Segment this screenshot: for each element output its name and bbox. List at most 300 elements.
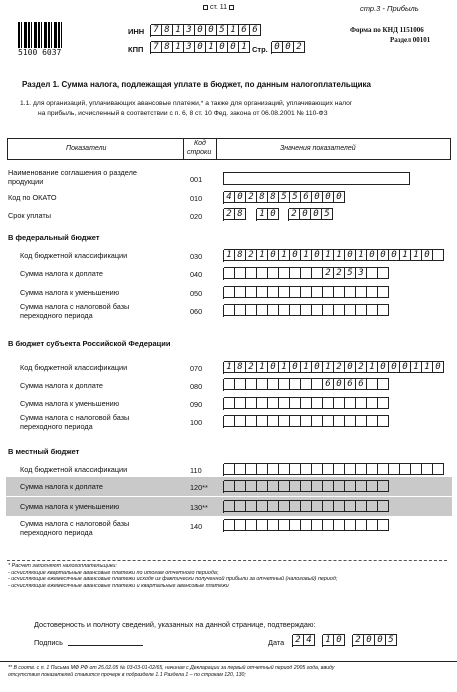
due-month-field[interactable]: [256, 209, 279, 221]
char-cell[interactable]: [312, 480, 323, 492]
char-cell[interactable]: 0: [367, 249, 378, 261]
char-cell[interactable]: 1: [411, 361, 422, 373]
char-cell[interactable]: [389, 463, 400, 475]
char-cell[interactable]: 1: [206, 41, 217, 53]
char-cell[interactable]: 2: [294, 41, 305, 53]
char-cell[interactable]: [246, 500, 257, 512]
char-cell[interactable]: [235, 378, 246, 390]
notes: [8, 563, 337, 589]
char-cell[interactable]: 3: [184, 24, 195, 36]
char-cell[interactable]: 5: [217, 24, 228, 36]
agreement-field[interactable]: [223, 172, 410, 185]
char-cell[interactable]: [356, 397, 367, 409]
agreement-code: 001: [190, 175, 203, 184]
char-cell[interactable]: [345, 500, 356, 512]
char-cell[interactable]: 1: [323, 361, 334, 373]
loc-trans-label: Сумма налога с налоговой базы переходного периода: [20, 519, 130, 537]
footnote: [8, 665, 334, 679]
char-cell[interactable]: 0: [268, 208, 279, 220]
char-cell[interactable]: 2: [334, 267, 345, 279]
char-cell[interactable]: [378, 304, 389, 316]
char-cell[interactable]: 6: [250, 24, 261, 36]
char-cell[interactable]: 6: [301, 191, 312, 203]
char-cell[interactable]: [279, 500, 290, 512]
char-cell[interactable]: [356, 286, 367, 298]
barcode: [18, 22, 64, 48]
char-cell[interactable]: 7: [151, 24, 162, 36]
char-cell[interactable]: 8: [235, 361, 246, 373]
char-cell[interactable]: 1: [228, 24, 239, 36]
char-cell[interactable]: 2: [246, 361, 257, 373]
char-cell[interactable]: [323, 519, 334, 531]
char-cell[interactable]: 2: [293, 634, 304, 646]
char-cell[interactable]: [235, 519, 246, 531]
char-cell[interactable]: [400, 463, 411, 475]
char-cell[interactable]: 6: [345, 378, 356, 390]
char-cell[interactable]: [279, 480, 290, 492]
char-cell[interactable]: [378, 286, 389, 298]
char-cell[interactable]: 0: [312, 361, 323, 373]
fed-pay-field[interactable]: [223, 268, 389, 280]
char-cell[interactable]: 4: [304, 634, 315, 646]
char-cell[interactable]: [433, 463, 444, 475]
due-day-field[interactable]: [223, 209, 246, 221]
char-cell[interactable]: 0: [217, 41, 228, 53]
char-cell[interactable]: [235, 480, 246, 492]
char-cell[interactable]: 0: [312, 249, 323, 261]
char-cell[interactable]: [301, 378, 312, 390]
loc-dec-field[interactable]: [223, 501, 389, 513]
char-cell[interactable]: [312, 267, 323, 279]
char-cell[interactable]: 6: [239, 24, 250, 36]
char-cell[interactable]: 2: [356, 361, 367, 373]
char-cell[interactable]: [235, 286, 246, 298]
char-cell[interactable]: 0: [433, 361, 444, 373]
char-cell[interactable]: 0: [300, 208, 311, 220]
char-cell[interactable]: [356, 304, 367, 316]
char-cell[interactable]: [279, 304, 290, 316]
char-cell[interactable]: [378, 463, 389, 475]
char-cell[interactable]: [345, 415, 356, 427]
char-cell[interactable]: 1: [422, 361, 433, 373]
char-cell[interactable]: [367, 463, 378, 475]
loc-pay-label: Сумма налога к доплате: [20, 482, 103, 491]
char-cell[interactable]: 2: [353, 634, 364, 646]
char-cell[interactable]: [257, 415, 268, 427]
char-cell[interactable]: 1: [301, 249, 312, 261]
char-cell[interactable]: [323, 480, 334, 492]
char-cell[interactable]: 0: [334, 191, 345, 203]
char-cell[interactable]: [367, 480, 378, 492]
char-cell[interactable]: 0: [311, 208, 322, 220]
char-cell[interactable]: [246, 286, 257, 298]
char-cell[interactable]: [378, 397, 389, 409]
char-cell[interactable]: [301, 480, 312, 492]
date-year-field[interactable]: [352, 635, 397, 647]
char-cell[interactable]: [290, 480, 301, 492]
char-cell[interactable]: 1: [257, 208, 268, 220]
char-cell[interactable]: 0: [378, 361, 389, 373]
header-code-2: строки: [187, 149, 212, 156]
char-cell[interactable]: [235, 500, 246, 512]
reg-trans-label: Сумма налога с налоговой базы переходного периода: [20, 413, 130, 431]
reg-pay-field[interactable]: [223, 379, 389, 391]
char-cell[interactable]: 6: [356, 378, 367, 390]
char-cell[interactable]: [323, 415, 334, 427]
char-cell[interactable]: [224, 480, 235, 492]
char-cell[interactable]: [367, 304, 378, 316]
char-cell[interactable]: [268, 267, 279, 279]
char-cell[interactable]: 6: [323, 378, 334, 390]
char-cell[interactable]: 7: [151, 41, 162, 53]
char-cell[interactable]: 1: [334, 249, 345, 261]
char-cell[interactable]: [246, 463, 257, 475]
char-cell[interactable]: [268, 378, 279, 390]
table-header: [7, 138, 451, 160]
char-cell[interactable]: 1: [400, 249, 411, 261]
kpp-field[interactable]: [150, 42, 250, 54]
char-cell[interactable]: [345, 480, 356, 492]
char-cell[interactable]: [367, 415, 378, 427]
char-cell[interactable]: [323, 463, 334, 475]
char-cell[interactable]: [312, 463, 323, 475]
char-cell[interactable]: [224, 304, 235, 316]
char-cell[interactable]: [224, 286, 235, 298]
char-cell[interactable]: 2: [224, 208, 235, 220]
date-day-field[interactable]: [292, 635, 315, 647]
char-cell[interactable]: [290, 378, 301, 390]
sign-label: Подпись: [34, 638, 63, 647]
reg-dec-label: Сумма налога к уменьшению: [20, 399, 120, 408]
char-cell[interactable]: [334, 519, 345, 531]
char-cell[interactable]: 0: [334, 378, 345, 390]
char-cell[interactable]: [290, 500, 301, 512]
char-cell[interactable]: [334, 286, 345, 298]
char-cell[interactable]: [257, 500, 268, 512]
char-cell[interactable]: 2: [246, 249, 257, 261]
char-cell[interactable]: [268, 519, 279, 531]
char-cell[interactable]: [312, 500, 323, 512]
char-cell[interactable]: [257, 267, 268, 279]
char-cell[interactable]: [279, 378, 290, 390]
char-cell[interactable]: [279, 519, 290, 531]
char-cell[interactable]: 5: [345, 267, 356, 279]
char-cell[interactable]: 0: [323, 191, 334, 203]
char-cell[interactable]: [367, 267, 378, 279]
char-cell[interactable]: [345, 463, 356, 475]
char-cell[interactable]: [257, 463, 268, 475]
char-cell[interactable]: [411, 463, 422, 475]
char-cell[interactable]: 8: [257, 191, 268, 203]
char-cell[interactable]: [246, 415, 257, 427]
fed-kbk-field[interactable]: [223, 250, 444, 262]
char-cell[interactable]: 8: [162, 24, 173, 36]
char-cell[interactable]: [268, 415, 279, 427]
char-cell[interactable]: 0: [400, 361, 411, 373]
char-cell[interactable]: 0: [268, 361, 279, 373]
loc-trans-field[interactable]: [223, 520, 389, 532]
char-cell[interactable]: 0: [290, 361, 301, 373]
char-cell[interactable]: [290, 267, 301, 279]
char-cell[interactable]: [279, 463, 290, 475]
char-cell[interactable]: [279, 415, 290, 427]
char-cell[interactable]: 1: [279, 249, 290, 261]
char-cell[interactable]: [334, 463, 345, 475]
char-cell[interactable]: 0: [312, 191, 323, 203]
char-cell[interactable]: [345, 304, 356, 316]
char-cell[interactable]: 3: [184, 41, 195, 53]
char-cell[interactable]: [301, 286, 312, 298]
char-cell[interactable]: [312, 304, 323, 316]
char-cell[interactable]: 0: [235, 191, 246, 203]
char-cell[interactable]: 1: [173, 24, 184, 36]
char-cell[interactable]: 0: [290, 249, 301, 261]
char-cell[interactable]: [224, 519, 235, 531]
char-cell[interactable]: 3: [356, 267, 367, 279]
char-cell[interactable]: [312, 286, 323, 298]
char-cell[interactable]: [356, 519, 367, 531]
char-cell[interactable]: [235, 397, 246, 409]
char-cell[interactable]: 1: [257, 249, 268, 261]
date-month-field[interactable]: [322, 635, 345, 647]
char-cell[interactable]: [290, 519, 301, 531]
char-cell[interactable]: 0: [228, 41, 239, 53]
char-cell[interactable]: [257, 480, 268, 492]
char-cell[interactable]: [235, 304, 246, 316]
note-0: * Расчет заполняют налогоплательщики:: [8, 563, 117, 569]
loc-dec-label: Сумма налога к уменьшению: [20, 502, 120, 511]
char-cell[interactable]: [290, 397, 301, 409]
reg-kbk-code: 070: [190, 364, 203, 373]
fed-title: В федеральный бюджет: [8, 233, 100, 242]
char-cell[interactable]: [378, 500, 389, 512]
char-cell[interactable]: [246, 397, 257, 409]
char-cell[interactable]: [290, 304, 301, 316]
char-cell[interactable]: 5: [290, 191, 301, 203]
fed-pay-code: 040: [190, 270, 203, 279]
char-cell[interactable]: 0: [268, 249, 279, 261]
char-cell[interactable]: 5: [386, 634, 397, 646]
char-cell[interactable]: [246, 480, 257, 492]
char-cell[interactable]: [334, 500, 345, 512]
char-cell[interactable]: 0: [375, 634, 386, 646]
okato-field[interactable]: [223, 192, 345, 204]
char-cell[interactable]: 0: [345, 249, 356, 261]
due-year-field[interactable]: [288, 209, 333, 221]
char-cell[interactable]: 0: [364, 634, 375, 646]
char-cell[interactable]: [378, 519, 389, 531]
char-cell[interactable]: 0: [272, 41, 283, 53]
char-cell[interactable]: [312, 519, 323, 531]
char-cell[interactable]: [312, 378, 323, 390]
char-cell[interactable]: [323, 286, 334, 298]
char-cell[interactable]: [378, 415, 389, 427]
char-cell[interactable]: [378, 378, 389, 390]
char-cell[interactable]: [290, 286, 301, 298]
date-label: Дата: [268, 638, 285, 647]
loc-kbk-code: 110: [190, 466, 202, 475]
char-cell[interactable]: [257, 304, 268, 316]
char-cell[interactable]: [246, 519, 257, 531]
due-label: Срок уплаты: [8, 211, 51, 220]
char-cell[interactable]: [367, 378, 378, 390]
page-number-field[interactable]: [271, 42, 305, 54]
inn-field[interactable]: [150, 25, 261, 37]
char-cell[interactable]: [235, 267, 246, 279]
char-cell[interactable]: [224, 500, 235, 512]
char-cell[interactable]: [356, 463, 367, 475]
char-cell[interactable]: 8: [162, 41, 173, 53]
char-cell[interactable]: [268, 286, 279, 298]
char-cell[interactable]: 2: [246, 191, 257, 203]
char-cell[interactable]: [323, 500, 334, 512]
char-cell[interactable]: [345, 286, 356, 298]
char-cell[interactable]: 0: [378, 249, 389, 261]
fed-kbk-code: 030: [190, 252, 203, 261]
char-cell[interactable]: [345, 519, 356, 531]
reg-dec-field[interactable]: [223, 398, 389, 410]
char-cell[interactable]: 0: [345, 361, 356, 373]
notes-divider: [7, 560, 447, 561]
char-cell[interactable]: [301, 267, 312, 279]
char-cell[interactable]: [301, 397, 312, 409]
char-cell[interactable]: 0: [206, 24, 217, 36]
reg-kbk-label: Код бюджетной классификации: [20, 363, 128, 372]
loc-kbk-label: Код бюджетной классификации: [20, 465, 128, 474]
reg-title: В бюджет субъекта Российской Федерации: [8, 339, 171, 348]
char-cell[interactable]: [235, 463, 246, 475]
char-cell[interactable]: 1: [323, 634, 334, 646]
char-cell[interactable]: 5: [322, 208, 333, 220]
char-cell[interactable]: [246, 378, 257, 390]
char-cell[interactable]: 1: [356, 249, 367, 261]
char-cell[interactable]: [356, 480, 367, 492]
char-cell[interactable]: [367, 500, 378, 512]
char-cell[interactable]: 1: [224, 249, 235, 261]
char-cell[interactable]: [356, 415, 367, 427]
char-cell[interactable]: [268, 500, 279, 512]
okato-label: Код по ОКАТО: [8, 193, 57, 202]
char-cell[interactable]: 5: [279, 191, 290, 203]
char-cell[interactable]: [279, 397, 290, 409]
char-cell[interactable]: 0: [283, 41, 294, 53]
char-cell[interactable]: [301, 463, 312, 475]
char-cell[interactable]: [301, 500, 312, 512]
char-cell[interactable]: [301, 519, 312, 531]
char-cell[interactable]: [235, 415, 246, 427]
char-cell[interactable]: [356, 500, 367, 512]
char-cell[interactable]: [257, 397, 268, 409]
char-cell[interactable]: 2: [323, 267, 334, 279]
char-cell[interactable]: [268, 397, 279, 409]
char-cell[interactable]: 8: [235, 208, 246, 220]
char-cell[interactable]: 0: [195, 24, 206, 36]
char-cell[interactable]: [323, 397, 334, 409]
char-cell[interactable]: 1: [323, 249, 334, 261]
char-cell[interactable]: 1: [239, 41, 250, 53]
char-cell[interactable]: [312, 415, 323, 427]
char-cell[interactable]: 0: [389, 249, 400, 261]
char-cell[interactable]: 1: [279, 361, 290, 373]
reg-trans-field[interactable]: [223, 416, 389, 428]
char-cell[interactable]: [224, 378, 235, 390]
page-label: стр.3 - Прибыль: [360, 4, 419, 13]
char-cell[interactable]: 0: [334, 634, 345, 646]
char-cell[interactable]: 8: [268, 191, 279, 203]
sign-line[interactable]: [68, 645, 143, 646]
char-cell[interactable]: [378, 480, 389, 492]
char-cell[interactable]: 1: [224, 361, 235, 373]
header-indicators: Показатели: [66, 145, 107, 152]
char-cell[interactable]: [257, 286, 268, 298]
section-subtitle-2: на прибыль, исчисленный в соответствии с п. 6, 8 ст. 10 Фед. закона от 06.08.2001 № 110-ФЗ: [38, 110, 328, 117]
header-code-1: Код: [194, 140, 206, 147]
char-cell[interactable]: 0: [422, 249, 433, 261]
char-cell[interactable]: [279, 286, 290, 298]
char-cell[interactable]: 1: [367, 361, 378, 373]
char-cell[interactable]: [224, 397, 235, 409]
char-cell[interactable]: 4: [224, 191, 235, 203]
char-cell[interactable]: [334, 397, 345, 409]
char-cell[interactable]: [224, 415, 235, 427]
char-cell[interactable]: [334, 304, 345, 316]
char-cell[interactable]: [224, 267, 235, 279]
char-cell[interactable]: [334, 480, 345, 492]
char-cell[interactable]: [279, 267, 290, 279]
char-cell[interactable]: [268, 304, 279, 316]
fed-trans-field[interactable]: [223, 305, 389, 317]
char-cell[interactable]: [367, 519, 378, 531]
char-cell[interactable]: [378, 267, 389, 279]
char-cell[interactable]: [246, 304, 257, 316]
char-cell[interactable]: 1: [173, 41, 184, 53]
char-cell[interactable]: [268, 480, 279, 492]
reg-kbk-field[interactable]: [223, 362, 444, 374]
char-cell[interactable]: [422, 463, 433, 475]
fed-kbk-label: Код бюджетной классификации: [20, 251, 128, 260]
char-cell[interactable]: [246, 267, 257, 279]
char-cell[interactable]: [268, 463, 279, 475]
char-cell[interactable]: 1: [411, 249, 422, 261]
char-cell[interactable]: 8: [235, 249, 246, 261]
char-cell[interactable]: [323, 304, 334, 316]
char-cell[interactable]: 2: [334, 361, 345, 373]
char-cell[interactable]: [334, 415, 345, 427]
loc-pay-field[interactable]: [223, 481, 389, 493]
char-cell[interactable]: [345, 397, 356, 409]
char-cell[interactable]: 1: [257, 361, 268, 373]
char-cell[interactable]: [290, 415, 301, 427]
char-cell[interactable]: [301, 304, 312, 316]
char-cell[interactable]: [257, 378, 268, 390]
char-cell[interactable]: [224, 463, 235, 475]
char-cell[interactable]: [301, 415, 312, 427]
loc-trans-code: 140: [190, 522, 203, 531]
fed-dec-field[interactable]: [223, 287, 389, 299]
char-cell[interactable]: 1: [301, 361, 312, 373]
char-cell[interactable]: [433, 249, 444, 261]
char-cell[interactable]: [290, 463, 301, 475]
loc-title: В местный бюджет: [8, 447, 80, 456]
char-cell[interactable]: [367, 397, 378, 409]
char-cell[interactable]: 2: [289, 208, 300, 220]
char-cell[interactable]: [367, 286, 378, 298]
char-cell[interactable]: 0: [389, 361, 400, 373]
char-cell[interactable]: [312, 397, 323, 409]
loc-kbk-field[interactable]: [223, 464, 444, 476]
char-cell[interactable]: [257, 519, 268, 531]
char-cell[interactable]: 0: [195, 41, 206, 53]
